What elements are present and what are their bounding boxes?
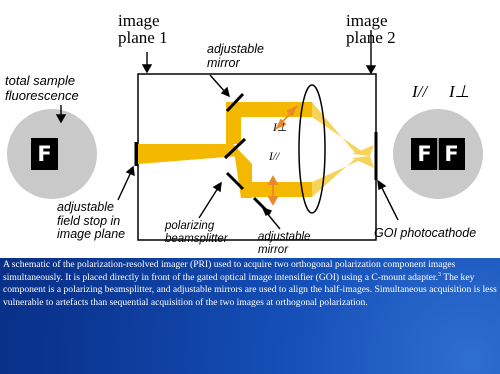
polarizing-beamsplitter-line1: polarizing <box>165 220 215 232</box>
image-plane-1-line2: plane 1 <box>118 28 168 47</box>
field-stop-line3: image plane <box>57 227 126 241</box>
beam-perpendicular-label: I⊥ <box>273 122 287 134</box>
intensity-perpendicular-label: I⊥ <box>449 82 470 101</box>
image-plane-2-label <box>346 12 396 46</box>
total-sample-line1: total sample <box>5 73 76 88</box>
caption-reference: 3 <box>437 271 441 278</box>
sample-letter: F <box>37 142 52 166</box>
upper-horizontal-beam <box>226 102 312 117</box>
caption-text-1: A schematic of the polarization-resolved imager (PRI) used to acquire two orthogonal polarization component images simultaneously. It is placed directly in front of the gated optical image intensifier (GOI) using a C-mount adapter. <box>3 259 456 283</box>
adjustable-mirror-bottom-line1: adjustable <box>258 231 311 243</box>
field-stop-line1: adjustable <box>57 200 114 214</box>
image-plane-1-label <box>118 12 168 46</box>
figure-caption <box>3 259 497 309</box>
beam-parallel-label: I// <box>269 151 280 163</box>
adjustable-mirror-top-line2: mirror <box>207 55 240 70</box>
adjustable-mirror-bottom-label <box>258 231 310 256</box>
image-plane-1-line1: image <box>118 11 160 30</box>
field-stop-pointer <box>118 167 134 200</box>
total-sample-fluorescence-label <box>5 73 79 103</box>
image-plane-1-pointer <box>143 52 151 72</box>
adjustable-mirror-bottom-line2: mirror <box>258 243 289 256</box>
output-letter-right: F <box>444 142 459 166</box>
field-stop-label <box>57 201 125 242</box>
polarizing-beamsplitter-line2: beamsplitter <box>165 232 228 245</box>
goi-photocathode-label: GOI photocathode <box>374 226 477 240</box>
polarizing-beamsplitter-label <box>165 220 228 245</box>
image-plane-2-line2: plane 2 <box>346 28 396 47</box>
output-letter-left: F <box>417 142 432 166</box>
image-plane-2-line1: image <box>346 11 388 30</box>
adjustable-mirror-top-line1: adjustable <box>207 42 264 56</box>
intensity-parallel-label: I// <box>412 82 428 101</box>
field-stop-line2: field stop in <box>57 213 121 228</box>
total-sample-line2: fluorescence <box>5 88 79 103</box>
caption-text-2: The key component is a polarizing beamsplitter, and adjustable mirrors are used to align the half-images. Simultaneous acquisition is less vulnerable to artefacts than sequential acquisition of the two images at orthogonal polarization. <box>3 271 497 308</box>
photocathode-pointer <box>378 181 398 220</box>
adjustable-mirror-top-label <box>207 43 264 70</box>
